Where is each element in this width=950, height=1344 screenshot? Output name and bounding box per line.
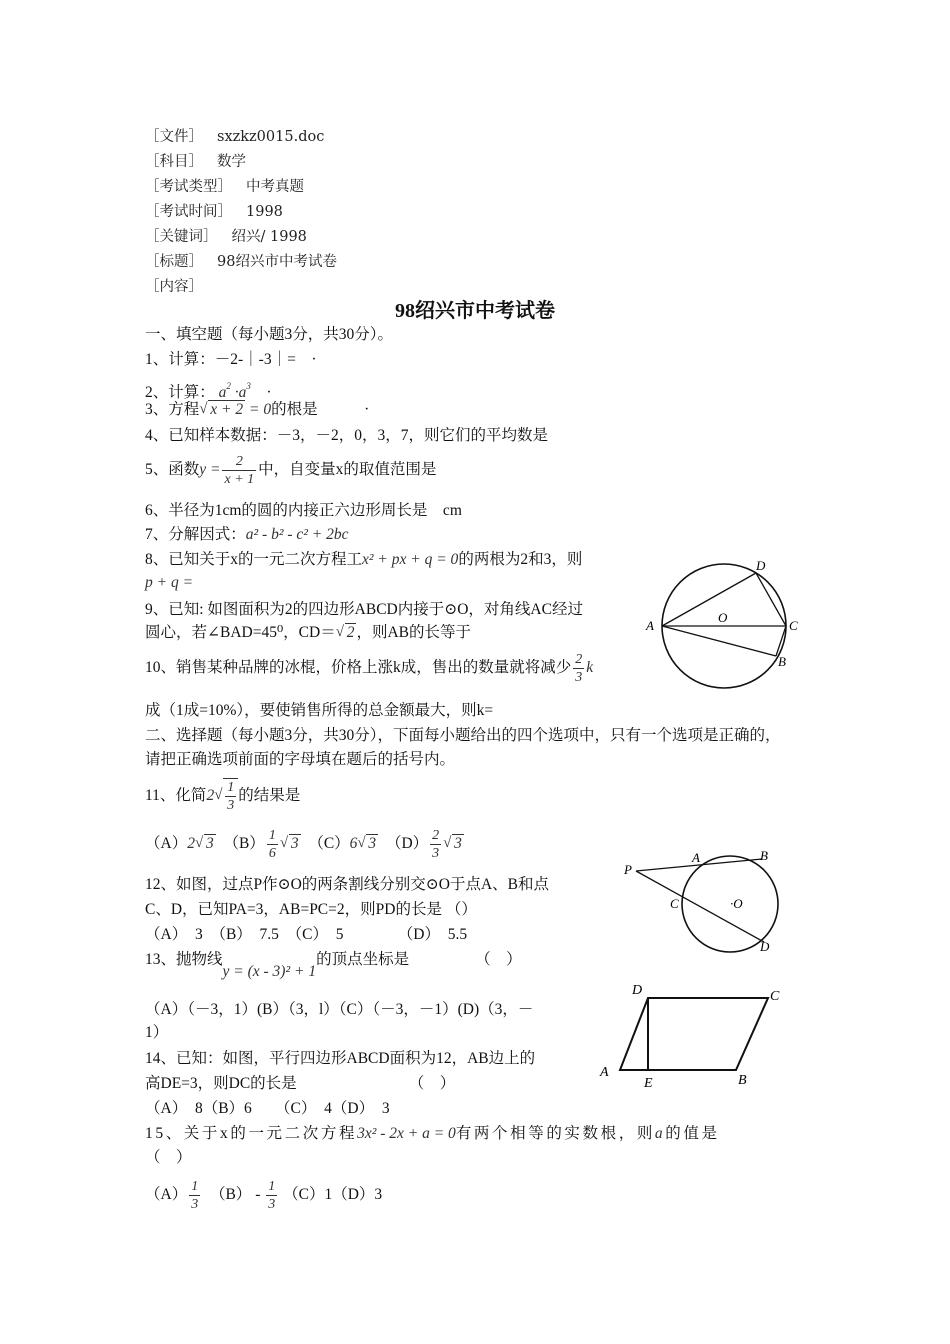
q15-option-c-d: （C）1（D）3 <box>283 1186 383 1203</box>
q2-dot: · <box>266 384 272 401</box>
q7-expr: a² - b² - c² + 2bc <box>245 526 349 543</box>
question-7 <box>145 525 349 545</box>
meta-value: 中考真题 <box>246 179 304 195</box>
q8-eq: x² + px + q = 0 <box>362 551 459 568</box>
meta-content <box>145 277 203 297</box>
meta-value: 1998 <box>246 204 283 220</box>
question-12-options: （A） 3 （B） 7.5 （C） 5 （D） 5.5 <box>145 926 468 943</box>
figure-parallelogram <box>596 978 791 1093</box>
meta-keywords <box>145 227 307 247</box>
q3-eq: = 0 <box>248 401 272 418</box>
meta-exam-time <box>145 202 283 222</box>
label-e: E <box>644 1076 653 1091</box>
label-o: ·O <box>730 896 743 911</box>
meta-file <box>145 127 324 147</box>
label-d: D <box>632 983 643 998</box>
meta-key: ［考试类型］ <box>145 179 232 195</box>
q11-option-a: （A） <box>145 835 188 852</box>
question-15 <box>145 1124 720 1144</box>
question-15-options: （A） $\frac{1}{3}$ （B） - $\frac{1}{3}$ （C）1（D）3 <box>145 1178 383 1212</box>
question-14-options: （A） 8（B）6 （C） 4（D） 3 <box>145 1100 390 1117</box>
meta-key: ［考试时间］ <box>145 204 232 220</box>
q8-text: 8、已知关于x的一元二次方程工 <box>145 551 363 568</box>
q5-fraction: $\frac{2}{x + 1}$ <box>224 453 255 487</box>
meta-value: 98绍兴市中考试卷 <box>217 254 337 270</box>
q15-option-a: （A） <box>145 1186 188 1203</box>
meta-key: ［文件］ <box>145 129 203 145</box>
label-d: D <box>760 939 770 954</box>
q10-k: k <box>586 659 594 676</box>
question-8 <box>145 550 582 570</box>
q9-text-b: 圆心，若∠BAD=45⁰，CD＝ <box>145 624 336 641</box>
question-9-cont <box>145 623 471 643</box>
q13-text: 13、抛物线 <box>145 951 223 968</box>
question-8-cont <box>145 573 193 593</box>
question-2 <box>145 376 272 403</box>
section-choice-cont: 请把正确选项前面的字母填在题后的括号内。 <box>145 751 456 768</box>
section-fill-blank: 一、填空题（每小题3分，共30分）。 <box>145 326 394 343</box>
q13-paren: （ ） <box>475 951 522 968</box>
q7-text: 7、分解因式： <box>145 526 246 543</box>
q5-y: y = <box>199 461 221 478</box>
label-a: A <box>646 618 654 633</box>
q11-text-b: 的结果是 <box>238 787 301 804</box>
q9-text-c: ，则AB的长等于 <box>356 624 471 641</box>
meta-value: sxzkz0015.doc <box>217 129 325 145</box>
question-11 <box>145 778 300 814</box>
meta-value: 数学 <box>217 154 246 170</box>
q9-sqrt2: √ 2 <box>336 623 357 643</box>
label-b: B <box>778 654 786 669</box>
q3-text-b: 的根是 <box>271 401 318 418</box>
meta-value: 绍兴/ 1998 <box>231 229 307 245</box>
q3-text: 3、方程 <box>145 401 200 418</box>
question-15-paren: （ ） <box>145 1149 192 1166</box>
question-13-options: （A）（－3，1）(B）（3，l）（C）（－3，－1）(D)（3，－ <box>145 1001 534 1018</box>
figure-secants <box>618 846 788 961</box>
q2-expr: $a^2 \cdot a^3$ <box>218 381 251 401</box>
question-13-options-cont: 1） <box>145 1024 169 1041</box>
question-12-cont: C、D，已知PA=3，AB=PC=2，则PD的长是 （） <box>145 901 477 918</box>
label-a: A <box>692 850 700 865</box>
label-c: C <box>670 896 679 911</box>
q10-text: 10、销售某种品牌的冰棍，价格上涨k成，售出的数量就将减少 <box>145 659 572 676</box>
q8-text-b: 的两根为2和3，则 <box>458 551 583 568</box>
question-10-cont: 成（1成=10%），要使销售所得的总金额最大，则k= <box>145 702 494 719</box>
label-b: B <box>760 848 768 863</box>
q11-text: 11、化简 <box>145 787 207 804</box>
question-14: 14、已知：如图，平行四边形ABCD面积为12，AB边上的 <box>145 1050 536 1067</box>
meta-key: ［关键词］ <box>145 229 218 245</box>
q13-text-b: 的顶点坐标是 <box>316 951 410 968</box>
meta-exam-type <box>145 177 304 197</box>
q11-option-c: （C） <box>316 835 350 852</box>
question-14-cont <box>145 1074 455 1094</box>
label-o: O <box>718 610 728 625</box>
label-a: A <box>600 1065 609 1080</box>
label-c: C <box>789 618 798 633</box>
label-p: P <box>624 862 632 877</box>
q5-text-b: 中，自变量x的取值范围是 <box>258 461 437 478</box>
page-title: 98绍兴市中考试卷 <box>395 300 555 322</box>
label-d: D <box>756 558 766 573</box>
question-4: 4、已知样本数据：－3，－2，0，3，7，则它们的平均数是 <box>145 427 549 444</box>
q2-text: 2、计算： <box>145 384 215 401</box>
q8-pq: p + q = <box>145 574 194 591</box>
question-9: 9、已知: 如图面积为2的四边形ABCD内接于⊙O，对角线AC经过 <box>145 601 583 618</box>
question-1 <box>145 350 317 370</box>
q13-expr: y = (x - 3)² + 1 <box>222 963 317 980</box>
label-b: B <box>738 1073 747 1088</box>
q15-a: a <box>654 1125 666 1142</box>
question-12: 12、如图，过点P作⊙O的两条割线分别交⊙O于点A、B和点 <box>145 876 550 893</box>
q15-option-b: （B） <box>217 1186 252 1203</box>
q15-text-c: 的值是 <box>665 1125 720 1142</box>
q11-coef: 2 <box>206 787 215 804</box>
section-choice: 二、选择题（每小题3分，共30分），下面每小题给出的四个选项中，只有一个选项是正确的， <box>145 727 781 744</box>
q11-option-d: （D） <box>393 835 429 852</box>
question-5 <box>145 452 436 488</box>
q10-fraction: $\frac{2}{3}$ <box>575 651 583 685</box>
q1-text: 1、计算：－2-｜-3｜= <box>145 351 296 368</box>
q14-text-b: 高DE=3，则DC的长是 <box>145 1075 297 1092</box>
q11-option-b: （B） <box>231 835 265 852</box>
q15-eq: 3x² - 2x + a = 0 <box>357 1125 456 1142</box>
meta-key: ［标题］ <box>145 254 203 270</box>
q5-text: 5、函数 <box>145 461 200 478</box>
q11-radical: √ $\frac{1}{3}$ <box>214 778 238 814</box>
meta-key: ［科目］ <box>145 154 203 170</box>
q15-text: 15、关于x的一元二次方程 <box>145 1125 358 1142</box>
figure-circle-quadrilateral <box>640 556 810 696</box>
meta-title <box>145 252 337 272</box>
meta-subject <box>145 152 246 172</box>
question-3 <box>145 400 369 420</box>
label-c: C <box>770 989 780 1004</box>
question-10 <box>145 650 593 686</box>
q3-dot: · <box>364 401 370 418</box>
question-11-options: （A）2√ 3 （B） $\frac{1}{6}$ √ 3 （C）6√ 3 （D） $\frac{2}{3}$ √ 3 <box>145 826 464 862</box>
q15-text-b: 有两个相等的实数根，则 <box>455 1125 655 1142</box>
question-13 <box>145 950 522 980</box>
meta-key: ［内容］ <box>145 279 203 295</box>
q3-radical: √ x + 2 <box>199 400 245 420</box>
q1-dot: · <box>311 351 317 368</box>
q14-paren: （ ） <box>408 1075 456 1092</box>
question-6: 6、半径为1cm的圆的内接正六边形周长是 cm <box>145 502 462 519</box>
